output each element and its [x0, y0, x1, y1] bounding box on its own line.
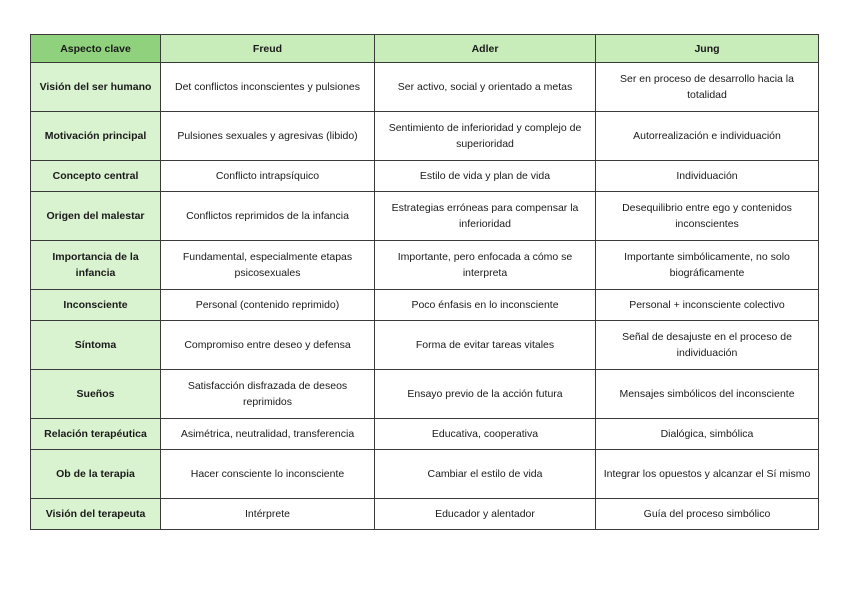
cell-freud: Hacer consciente lo inconsciente	[161, 450, 375, 499]
row-aspect: Concepto central	[31, 161, 161, 192]
table-row	[31, 63, 819, 112]
header-jung: Jung	[596, 35, 819, 63]
cell-jung: Guía del proceso simbólico	[596, 499, 819, 530]
row-aspect: Visión del terapeuta	[31, 499, 161, 530]
cell-freud: Personal (contenido reprimido)	[161, 290, 375, 321]
row-aspect: Importancia de la infancia	[31, 241, 161, 290]
table-row	[31, 112, 819, 161]
cell-jung: Ser en proceso de desarrollo hacia la totalidad	[596, 63, 819, 112]
cell-adler: Educador y alentador	[375, 499, 596, 530]
table-row	[31, 321, 819, 370]
table-row	[31, 290, 819, 321]
cell-freud: Compromiso entre deseo y defensa	[161, 321, 375, 370]
row-aspect: Visión del ser humano	[31, 63, 161, 112]
row-aspect: Síntoma	[31, 321, 161, 370]
cell-freud: Fundamental, especialmente etapas psicosexuales	[161, 241, 375, 290]
header-row	[31, 35, 819, 63]
table-row	[31, 450, 819, 499]
cell-adler: Sentimiento de inferioridad y complejo de superioridad	[375, 112, 596, 161]
row-aspect: Inconsciente	[31, 290, 161, 321]
table-row	[31, 241, 819, 290]
header-freud: Freud	[161, 35, 375, 63]
comparison-table	[30, 34, 819, 530]
cell-adler: Estrategias erróneas para compensar la inferioridad	[375, 192, 596, 241]
cell-freud: Intérprete	[161, 499, 375, 530]
cell-adler: Educativa, cooperativa	[375, 419, 596, 450]
cell-freud: Satisfacción disfrazada de deseos reprimidos	[161, 370, 375, 419]
table-row	[31, 419, 819, 450]
cell-freud: Pulsiones sexuales y agresivas (libido)	[161, 112, 375, 161]
cell-freud: Conflicto intrapsíquico	[161, 161, 375, 192]
cell-adler: Importante, pero enfocada a cómo se interpreta	[375, 241, 596, 290]
header-aspect: Aspecto clave	[31, 35, 161, 63]
cell-freud: Conflictos reprimidos de la infancia	[161, 192, 375, 241]
cell-jung: Mensajes simbólicos del inconsciente	[596, 370, 819, 419]
row-aspect: Relación terapéutica	[31, 419, 161, 450]
cell-jung: Personal + inconsciente colectivo	[596, 290, 819, 321]
cell-jung: Señal de desajuste en el proceso de individuación	[596, 321, 819, 370]
cell-adler: Ensayo previo de la acción futura	[375, 370, 596, 419]
header-adler: Adler	[375, 35, 596, 63]
cell-jung: Integrar los opuestos y alcanzar el Sí mismo	[596, 450, 819, 499]
cell-jung: Dialógica, simbólica	[596, 419, 819, 450]
cell-adler: Cambiar el estilo de vida	[375, 450, 596, 499]
cell-freud: Det conflictos inconscientes y pulsiones	[161, 63, 375, 112]
cell-adler: Forma de evitar tareas vitales	[375, 321, 596, 370]
table-row	[31, 192, 819, 241]
row-aspect: Origen del malestar	[31, 192, 161, 241]
cell-adler: Poco énfasis en lo inconsciente	[375, 290, 596, 321]
table-row	[31, 499, 819, 530]
cell-jung: Importante simbólicamente, no solo biográficamente	[596, 241, 819, 290]
row-aspect: Motivación principal	[31, 112, 161, 161]
row-aspect: Ob de la terapia	[31, 450, 161, 499]
cell-jung: Individuación	[596, 161, 819, 192]
cell-adler: Estilo de vida y plan de vida	[375, 161, 596, 192]
cell-freud: Asimétrica, neutralidad, transferencia	[161, 419, 375, 450]
cell-adler: Ser activo, social y orientado a metas	[375, 63, 596, 112]
cell-jung: Desequilibrio entre ego y contenidos inconscientes	[596, 192, 819, 241]
cell-jung: Autorrealización e individuación	[596, 112, 819, 161]
table-row	[31, 370, 819, 419]
row-aspect: Sueños	[31, 370, 161, 419]
table-row	[31, 161, 819, 192]
